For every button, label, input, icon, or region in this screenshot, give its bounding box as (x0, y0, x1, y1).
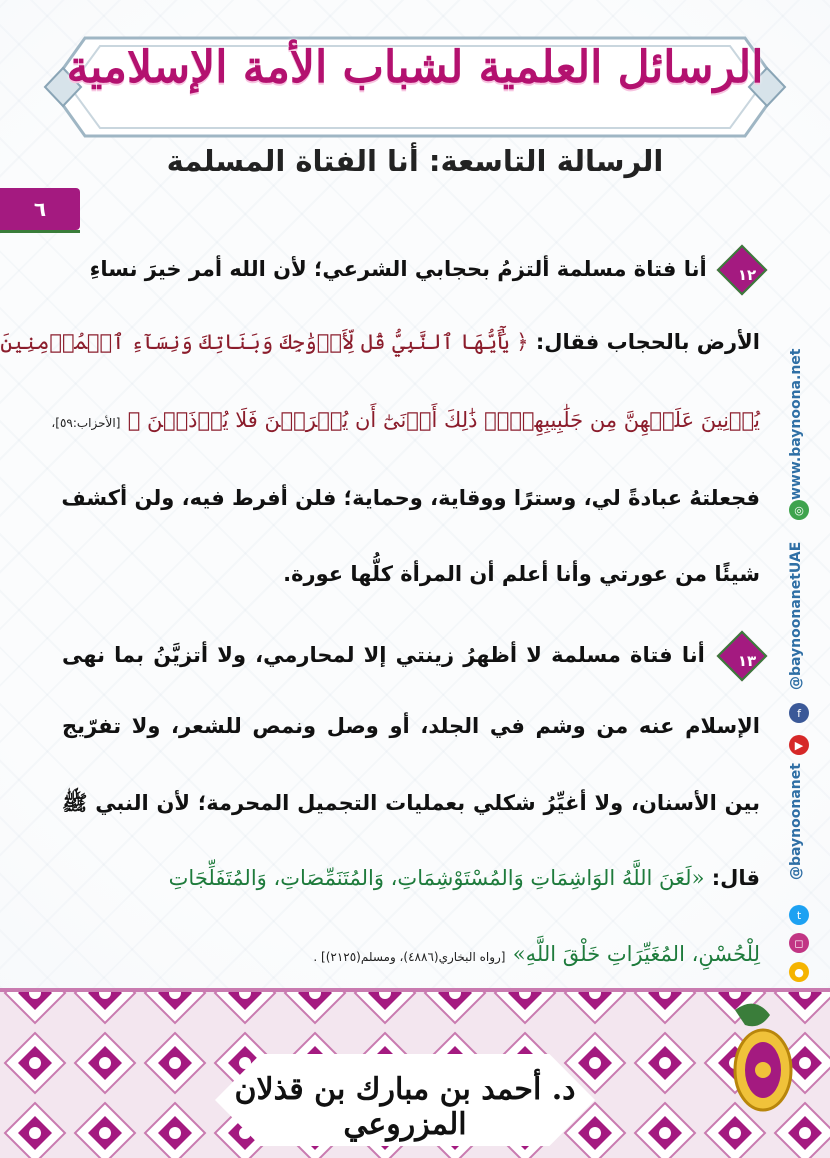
quran-verse-part-2: يُدۡنِينَ عَلَيۡهِنَّ مِن جَلَٰبِيبِهِنَّۚ ذَٰلِكَ أَدۡنَىٰٓ أَن يُعۡرَفۡنَ فَلَا يُؤۡذَيۡنَ ﴾ (127, 408, 760, 432)
item-13-line-2: الإسلام عنه من وشم في الجلد، أو وصل ونمص للشعر، ولا تفرّيج (62, 714, 760, 738)
hadith-part-1: «لَعَنَ اللَّهُ الوَاشِمَاتِ وَالمُسْتَوْشِمَاتِ، وَالمُتَنَمِّصَاتِ، وَالمُتَفَلِّجَاتِ (168, 866, 705, 890)
page-subtitle: الرسالة التاسعة: أنا الفتاة المسلمة (166, 144, 664, 178)
page-number: ٦ (0, 188, 80, 230)
youtube-icon[interactable]: ▶ (789, 735, 809, 755)
publisher-logo-icon (725, 990, 795, 1120)
globe-icon[interactable]: ◎ (789, 500, 809, 520)
website-url[interactable]: www.baynoona.net (788, 348, 804, 500)
author-name: د. أحمد بن مبارك بن قذلان المزروعي (234, 1072, 576, 1142)
item-13-line-3: بين الأسنان، ولا أغيِّرُ شكلي بعمليات التجميل المحرمة؛ لأن النبي ﷺ (62, 791, 760, 815)
item-number-badge: ١٢ (717, 245, 768, 296)
hadith-reference: [رواه البخاري(٤٨٨٦)، ومسلم(٢١٢٥)] . (313, 950, 506, 964)
item-number-badge: ١٣ (717, 631, 768, 682)
item-13-line-1: ١٣ أنا فتاة مسلمة لا أظهرُ زينتي إلا لمحارمي، ولا أتزيَّنُ بما نهى (62, 638, 760, 678)
item-12-line-1: ١٢ أنا فتاة مسلمة ألتزمُ بحجابي الشرعي؛ لأن الله أمر خيرَ نساءِ (62, 252, 760, 292)
item-12-line-2: الأرض بالحجاب فقال: ﴿ يَٰٓأَيُّهَا ٱلنَّبِيُّ قُل لِّأَزۡوَٰجِكَ وَبَنَاتِكَ وَنِسَآءِ ٱلۡمُؤۡمِنِينَ (0, 330, 760, 354)
item-12-line-4: فجعلتهُ عبادةً لي، وسترًا ووقاية، وحماية؛ فلن أفرط فيه، ولن أكشف (61, 486, 760, 510)
item-13-line-4: قال: «لَعَنَ اللَّهُ الوَاشِمَاتِ وَالمُسْتَوْشِمَاتِ، وَالمُتَنَمِّصَاتِ، وَالمُتَفَلِّجَاتِ (168, 866, 760, 890)
item-12-line-5: شيئًا من عورتي وأنا أعلم أن المرأة كلُّها عورة. (283, 562, 760, 586)
hadith-part-2: لِلْحُسْنِ، المُغَيِّرَاتِ خَلْقَ اللَّهِ» (512, 942, 760, 966)
snapchat-icon[interactable]: ● (789, 962, 809, 982)
quran-reference: [الأحزاب:٥٩]، (51, 416, 121, 430)
social-handle-2[interactable]: @baynoonanet (788, 763, 804, 880)
instagram-icon[interactable]: ◻ (789, 933, 809, 953)
facebook-icon[interactable]: f (789, 703, 809, 723)
social-handle-1[interactable]: @baynoonanetUAE (788, 541, 804, 690)
item-12-line-3 (51, 408, 760, 448)
twitter-icon[interactable]: t (789, 905, 809, 925)
quran-verse-part-1: ﴿ يَٰٓأَيُّهَا ٱلنَّبِيُّ قُل لِّأَزۡوَٰجِكَ وَبَنَاتِكَ وَنِسَآءِ ٱلۡمُؤۡمِنِينَ (0, 330, 529, 354)
series-title: الرسائل العلمية لشباب الأمة الإسلامية (66, 42, 764, 93)
